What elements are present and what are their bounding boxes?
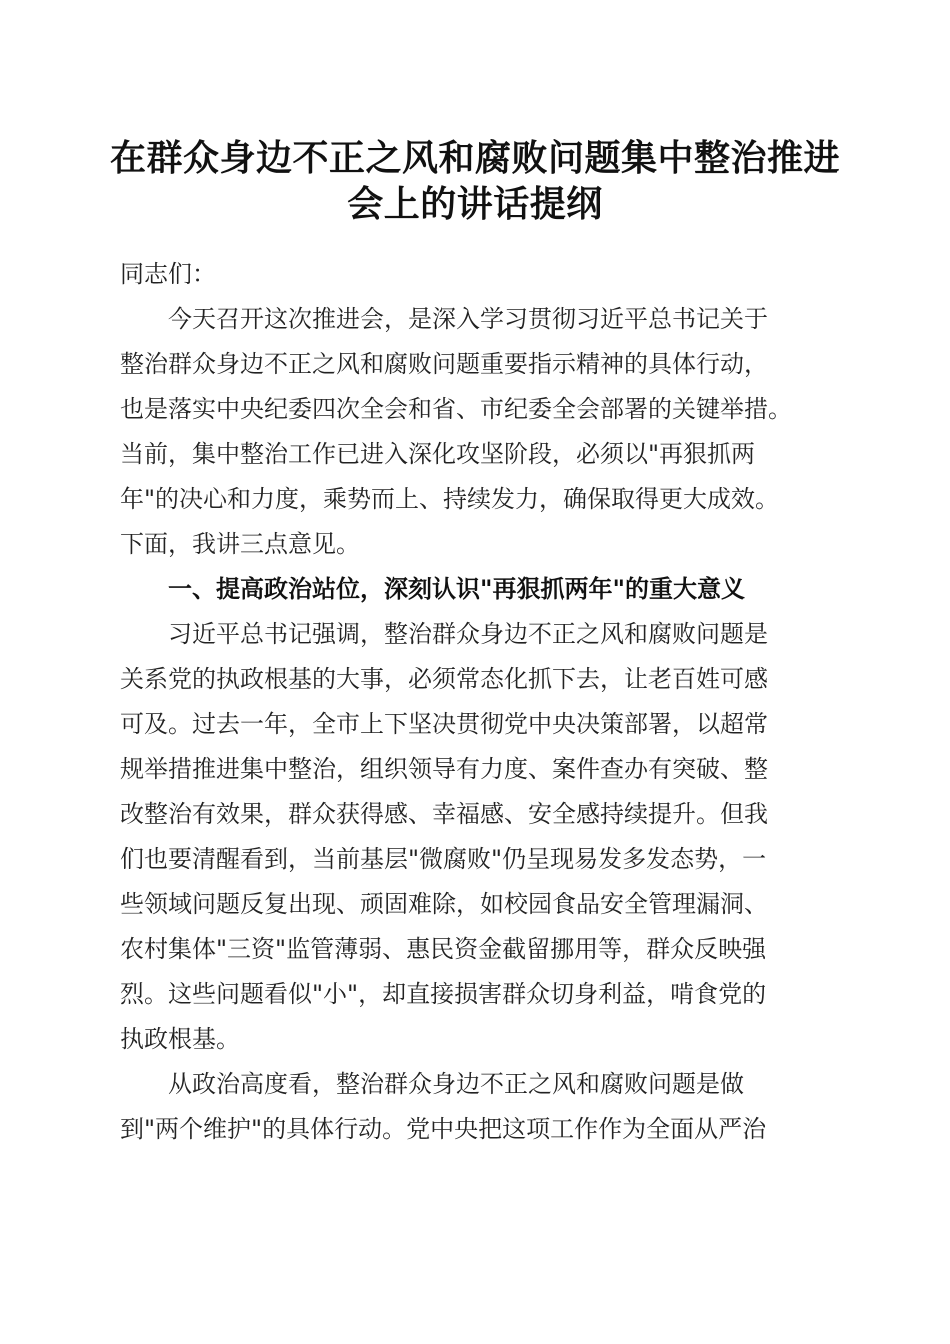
document-body <box>120 252 850 1152</box>
paragraph-section1 <box>120 612 850 1062</box>
paragraph-political-height <box>120 1062 850 1152</box>
paragraph-line: 到"两个维护"的具体行动。党中央把这项工作作为全面从严治 <box>120 1115 767 1143</box>
paragraph-line: 农村集体"三资"监管薄弱、惠民资金截留挪用等，群众反映强 <box>120 935 767 963</box>
paragraph-line: 年"的决心和力度，乘势而上、持续发力，确保取得更大成效。 <box>120 485 780 513</box>
section-heading-1: 一、提高政治站位，深刻认识"再狠抓两年"的重大意义 <box>168 575 746 603</box>
paragraph-line: 习近平总书记强调，整治群众身边不正之风和腐败问题是 <box>168 620 768 648</box>
paragraph-line: 改整治有效果，群众获得感、幸福感、安全感持续提升。但我 <box>120 800 768 828</box>
paragraph-intro <box>120 297 850 567</box>
paragraph-line: 规举措推进集中整治，组织领导有力度、案件查办有突破、整 <box>120 755 768 783</box>
paragraph-line: 今天召开这次推进会，是深入学习贯彻习近平总书记关于 <box>168 305 768 333</box>
paragraph-line: 下面，我讲三点意见。 <box>120 530 360 558</box>
paragraph-line: 执政根基。 <box>120 1025 240 1053</box>
paragraph-line: 也是落实中央纪委四次全会和省、市纪委全会部署的关键举措。 <box>120 395 792 423</box>
title-line: 在群众身边不正之风和腐败问题集中整治推进 <box>109 137 840 179</box>
paragraph-line: 关系党的执政根基的大事，必须常态化抓下去，让老百姓可感 <box>120 665 768 693</box>
title-line: 会上的讲话提纲 <box>347 183 603 225</box>
paragraph-line: 烈。这些问题看似"小"，却直接损害群众切身利益，啃食党的 <box>120 980 767 1008</box>
paragraph-line: 整治群众身边不正之风和腐败问题重要指示精神的具体行动， <box>120 350 768 378</box>
paragraph-line: 些领域问题反复出现、顽固难除，如校园食品安全管理漏洞、 <box>120 890 768 918</box>
paragraph-line: 当前，集中整治工作已进入深化攻坚阶段，必须以"再狠抓两 <box>120 440 756 468</box>
paragraph-line: 从政治高度看，整治群众身边不正之风和腐败问题是做 <box>168 1070 744 1098</box>
paragraph-line: 们也要清醒看到，当前基层"微腐败"仍呈现易发多发态势，一 <box>120 845 767 873</box>
page-title <box>100 135 850 227</box>
paragraph-line: 可及。过去一年，全市上下坚决贯彻党中央决策部署，以超常 <box>120 710 768 738</box>
salutation: 同志们： <box>120 260 216 288</box>
